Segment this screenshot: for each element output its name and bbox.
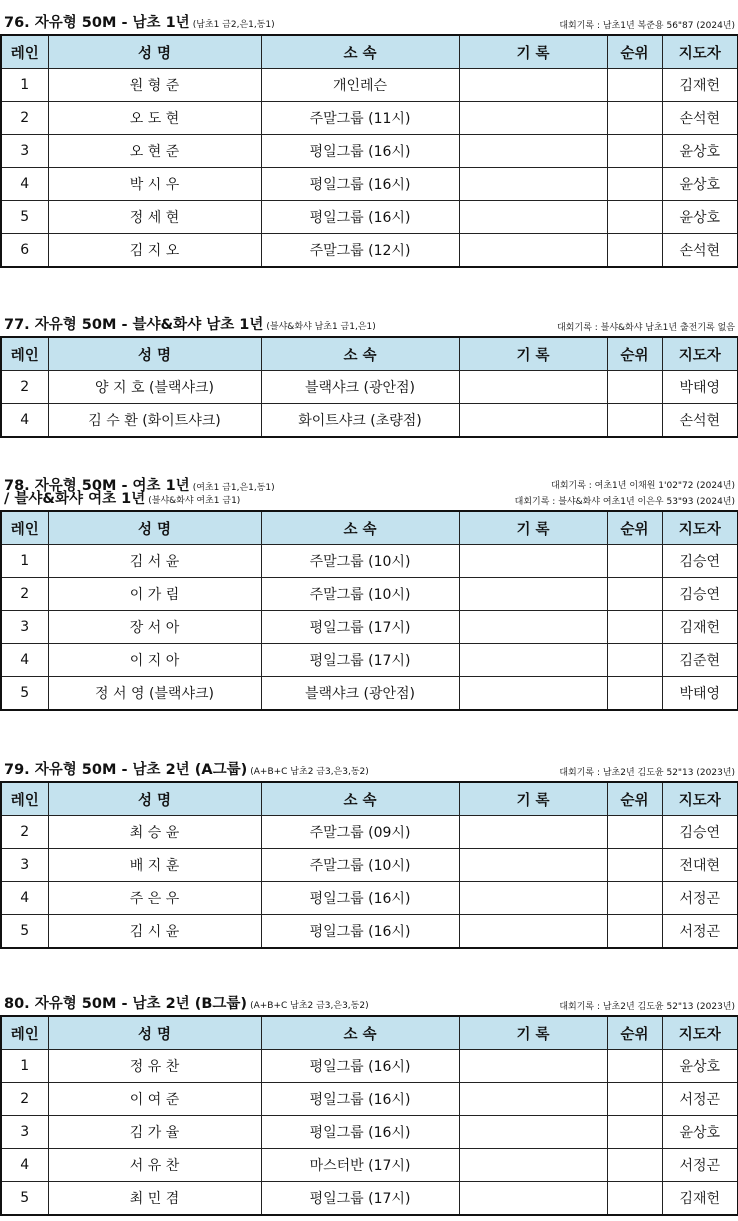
lane-cell: 4 xyxy=(1,882,48,915)
col-lane: 레인 xyxy=(1,511,48,545)
team-cell: 평일그룹 (17시) xyxy=(261,1182,459,1216)
header-row xyxy=(1,782,738,816)
name-cell: 김 서 윤 xyxy=(48,545,261,578)
col-record: 기 록 xyxy=(459,35,607,69)
lane-cell: 2 xyxy=(1,102,48,135)
results-table xyxy=(0,336,738,438)
name-cell: 배 지 훈 xyxy=(48,849,261,882)
record-cell xyxy=(459,371,607,404)
event-subtitle: (A+B+C 남초2 금3,은3,동2) xyxy=(250,1001,369,1011)
lane-cell: 5 xyxy=(1,201,48,234)
rank-cell xyxy=(607,371,662,404)
col-name: 성 명 xyxy=(48,1016,261,1050)
rank-cell xyxy=(607,915,662,949)
record-cell xyxy=(459,1149,607,1182)
team-cell: 평일그룹 (16시) xyxy=(261,882,459,915)
rank-cell xyxy=(607,1182,662,1216)
team-cell: 평일그룹 (16시) xyxy=(261,1050,459,1083)
table-row xyxy=(1,849,738,882)
coach-cell: 윤상호 xyxy=(662,201,738,234)
event-title: 80. 자유형 50M - 남초 2년 (B그룹) (A+B+C 남초2 금3,은3,동2) xyxy=(4,996,369,1012)
col-name: 성 명 xyxy=(48,35,261,69)
lane-cell: 5 xyxy=(1,677,48,711)
table-row xyxy=(1,69,738,102)
coach-cell: 서정곤 xyxy=(662,882,738,915)
col-record: 기 록 xyxy=(459,511,607,545)
rank-cell xyxy=(607,1116,662,1149)
record-cell xyxy=(459,849,607,882)
lane-cell: 4 xyxy=(1,168,48,201)
record-cell xyxy=(459,404,607,438)
lane-cell: 3 xyxy=(1,1116,48,1149)
record-cell xyxy=(459,1116,607,1149)
lane-cell: 2 xyxy=(1,816,48,849)
col-team: 소 속 xyxy=(261,35,459,69)
coach-cell: 서정곤 xyxy=(662,915,738,949)
results-table xyxy=(0,510,738,711)
event-header xyxy=(0,14,738,34)
meet-record: 대회기록 : 남초2년 김도윤 52"13 (2023년) xyxy=(559,768,735,778)
coach-cell: 김승연 xyxy=(662,545,738,578)
event-subtitle: (블샤&화샤 남초1 금1,은1) xyxy=(266,322,376,332)
rank-cell xyxy=(607,168,662,201)
team-cell: 평일그룹 (16시) xyxy=(261,135,459,168)
event-title: 79. 자유형 50M - 남초 2년 (A그룹) (A+B+C 남초2 금3,은3,동2) xyxy=(4,762,369,778)
col-rank: 순위 xyxy=(607,511,662,545)
rank-cell xyxy=(607,135,662,168)
results-table xyxy=(0,781,738,949)
event-header xyxy=(0,316,738,336)
event-title: 76. 자유형 50M - 남초 1년 (남초1 금2,은1,동1) xyxy=(4,15,275,31)
rank-cell xyxy=(607,404,662,438)
col-rank: 순위 xyxy=(607,35,662,69)
table-row xyxy=(1,915,738,949)
team-cell: 평일그룹 (17시) xyxy=(261,644,459,677)
col-rank: 순위 xyxy=(607,782,662,816)
results-table xyxy=(0,1015,738,1216)
coach-cell: 김승연 xyxy=(662,816,738,849)
team-cell: 평일그룹 (17시) xyxy=(261,611,459,644)
name-cell: 장 서 아 xyxy=(48,611,261,644)
team-cell: 평일그룹 (16시) xyxy=(261,1083,459,1116)
name-cell: 주 은 우 xyxy=(48,882,261,915)
table-row xyxy=(1,1182,738,1216)
team-cell: 블랙샤크 (광안점) xyxy=(261,677,459,711)
col-coach: 지도자 xyxy=(662,511,738,545)
name-cell: 박 시 우 xyxy=(48,168,261,201)
name-cell: 서 유 찬 xyxy=(48,1149,261,1182)
col-team: 소 속 xyxy=(261,511,459,545)
team-cell: 주말그룹 (10시) xyxy=(261,849,459,882)
rank-cell xyxy=(607,1083,662,1116)
event-77 xyxy=(0,316,738,438)
rank-cell xyxy=(607,1149,662,1182)
lane-cell: 4 xyxy=(1,404,48,438)
col-name: 성 명 xyxy=(48,511,261,545)
name-cell: 이 지 아 xyxy=(48,644,261,677)
coach-cell: 전대현 xyxy=(662,849,738,882)
coach-cell: 서정곤 xyxy=(662,1083,738,1116)
rank-cell xyxy=(607,102,662,135)
team-cell: 평일그룹 (16시) xyxy=(261,201,459,234)
name-cell: 이 여 준 xyxy=(48,1083,261,1116)
coach-cell: 김재헌 xyxy=(662,69,738,102)
table-row xyxy=(1,611,738,644)
rank-cell xyxy=(607,644,662,677)
coach-cell: 윤상호 xyxy=(662,168,738,201)
record-cell xyxy=(459,545,607,578)
rank-cell xyxy=(607,578,662,611)
col-team: 소 속 xyxy=(261,782,459,816)
meet-record: 대회기록 : 남초1년 복준용 56"87 (2024년) xyxy=(559,21,735,31)
rank-cell xyxy=(607,234,662,268)
coach-cell: 윤상호 xyxy=(662,1050,738,1083)
lane-cell: 5 xyxy=(1,915,48,949)
event-79 xyxy=(0,761,738,949)
record-cell xyxy=(459,234,607,268)
lane-cell: 1 xyxy=(1,545,48,578)
rank-cell xyxy=(607,1050,662,1083)
col-team: 소 속 xyxy=(261,1016,459,1050)
col-lane: 레인 xyxy=(1,337,48,371)
event-title: 77. 자유형 50M - 블샤&화샤 남초 1년 (블샤&화샤 남초1 금1,은1) xyxy=(4,317,376,333)
col-coach: 지도자 xyxy=(662,1016,738,1050)
table-row xyxy=(1,1083,738,1116)
team-cell: 블랙샤크 (광안점) xyxy=(261,371,459,404)
meet-record-secondary: 대회기록 : 블샤&화샤 여초1년 이은우 53"93 (2024년) xyxy=(514,497,735,507)
coach-cell: 윤상호 xyxy=(662,135,738,168)
table-row xyxy=(1,882,738,915)
header-row xyxy=(1,1016,738,1050)
record-cell xyxy=(459,1182,607,1216)
name-cell: 이 가 림 xyxy=(48,578,261,611)
col-name: 성 명 xyxy=(48,337,261,371)
col-team: 소 속 xyxy=(261,337,459,371)
coach-cell: 서정곤 xyxy=(662,1149,738,1182)
team-cell: 평일그룹 (16시) xyxy=(261,1116,459,1149)
col-record: 기 록 xyxy=(459,782,607,816)
event-header xyxy=(0,995,738,1015)
rank-cell xyxy=(607,816,662,849)
col-lane: 레인 xyxy=(1,1016,48,1050)
table-row xyxy=(1,677,738,711)
name-cell: 정 서 영 (블랙샤크) xyxy=(48,677,261,711)
table-row xyxy=(1,404,738,438)
name-cell: 최 민 겸 xyxy=(48,1182,261,1216)
lane-cell: 3 xyxy=(1,135,48,168)
record-cell xyxy=(459,816,607,849)
coach-cell: 손석현 xyxy=(662,234,738,268)
record-cell xyxy=(459,677,607,711)
lane-cell: 4 xyxy=(1,1149,48,1182)
event-subtitle-secondary: (블샤&화샤 여초1 금1) xyxy=(148,496,241,506)
coach-cell: 김재헌 xyxy=(662,1182,738,1216)
record-cell xyxy=(459,135,607,168)
coach-cell: 손석현 xyxy=(662,404,738,438)
event-subtitle: (A+B+C 남초2 금3,은3,동2) xyxy=(250,767,369,777)
col-coach: 지도자 xyxy=(662,337,738,371)
lane-cell: 2 xyxy=(1,1083,48,1116)
col-name: 성 명 xyxy=(48,782,261,816)
record-cell xyxy=(459,611,607,644)
table-row xyxy=(1,234,738,268)
col-lane: 레인 xyxy=(1,782,48,816)
team-cell: 주말그룹 (10시) xyxy=(261,578,459,611)
lane-cell: 3 xyxy=(1,611,48,644)
lane-cell: 2 xyxy=(1,578,48,611)
record-cell xyxy=(459,1083,607,1116)
coach-cell: 김준현 xyxy=(662,644,738,677)
team-cell: 평일그룹 (16시) xyxy=(261,915,459,949)
record-cell xyxy=(459,168,607,201)
record-cell xyxy=(459,882,607,915)
col-lane: 레인 xyxy=(1,35,48,69)
results-table xyxy=(0,34,738,268)
event-header xyxy=(0,761,738,781)
rank-cell xyxy=(607,882,662,915)
name-cell: 양 지 호 (블랙샤크) xyxy=(48,371,261,404)
name-cell: 오 도 현 xyxy=(48,102,261,135)
record-cell xyxy=(459,915,607,949)
record-cell xyxy=(459,69,607,102)
col-record: 기 록 xyxy=(459,337,607,371)
name-cell: 오 현 준 xyxy=(48,135,261,168)
team-cell: 주말그룹 (09시) xyxy=(261,816,459,849)
name-cell: 김 수 환 (화이트샤크) xyxy=(48,404,261,438)
col-rank: 순위 xyxy=(607,1016,662,1050)
record-cell xyxy=(459,102,607,135)
table-row xyxy=(1,135,738,168)
table-row xyxy=(1,1116,738,1149)
table-row xyxy=(1,644,738,677)
team-cell: 화이트샤크 (초량점) xyxy=(261,404,459,438)
col-rank: 순위 xyxy=(607,337,662,371)
rank-cell xyxy=(607,201,662,234)
name-cell: 원 형 준 xyxy=(48,69,261,102)
meet-record: 대회기록 : 블샤&화샤 남초1년 출전기록 없음 xyxy=(557,323,735,333)
team-cell: 평일그룹 (16시) xyxy=(261,168,459,201)
event-title: 78. 자유형 50M - 여초 1년 (여초1 금1,은1,동1) xyxy=(4,478,275,494)
team-cell: 주말그룹 (11시) xyxy=(261,102,459,135)
name-cell: 김 시 윤 xyxy=(48,915,261,949)
meet-record: 대회기록 : 남초2년 김도윤 52"13 (2023년) xyxy=(559,1002,735,1012)
event-subtitle: (여초1 금1,은1,동1) xyxy=(192,483,275,493)
team-cell: 개인레슨 xyxy=(261,69,459,102)
header-row xyxy=(1,337,738,371)
coach-cell: 김승연 xyxy=(662,578,738,611)
rank-cell xyxy=(607,545,662,578)
team-cell: 마스터반 (17시) xyxy=(261,1149,459,1182)
record-cell xyxy=(459,644,607,677)
lane-cell: 6 xyxy=(1,234,48,268)
table-row xyxy=(1,578,738,611)
table-row xyxy=(1,1149,738,1182)
event-78 xyxy=(0,474,738,711)
rank-cell xyxy=(607,611,662,644)
name-cell: 김 가 율 xyxy=(48,1116,261,1149)
rank-cell xyxy=(607,677,662,711)
record-cell xyxy=(459,201,607,234)
table-row xyxy=(1,545,738,578)
record-cell xyxy=(459,1050,607,1083)
col-record: 기 록 xyxy=(459,1016,607,1050)
header-row xyxy=(1,35,738,69)
table-row xyxy=(1,102,738,135)
table-row xyxy=(1,371,738,404)
table-row xyxy=(1,201,738,234)
coach-cell: 윤상호 xyxy=(662,1116,738,1149)
lane-cell: 4 xyxy=(1,644,48,677)
table-row xyxy=(1,1050,738,1083)
event-80 xyxy=(0,995,738,1216)
rank-cell xyxy=(607,849,662,882)
coach-cell: 손석현 xyxy=(662,102,738,135)
team-cell: 주말그룹 (12시) xyxy=(261,234,459,268)
name-cell: 정 세 현 xyxy=(48,201,261,234)
event-subtitle: (남초1 금2,은1,동1) xyxy=(192,20,275,30)
meet-record: 대회기록 : 여초1년 이채원 1'02"72 (2024년) xyxy=(551,481,735,491)
lane-cell: 2 xyxy=(1,371,48,404)
rank-cell xyxy=(607,69,662,102)
name-cell: 정 유 찬 xyxy=(48,1050,261,1083)
event-header xyxy=(0,474,738,510)
name-cell: 최 승 윤 xyxy=(48,816,261,849)
coach-cell: 김재헌 xyxy=(662,611,738,644)
coach-cell: 박태영 xyxy=(662,371,738,404)
event-title-secondary: / 블샤&화샤 여초 1년 (블샤&화샤 여초1 금1) xyxy=(4,491,241,507)
col-coach: 지도자 xyxy=(662,782,738,816)
record-cell xyxy=(459,578,607,611)
table-row xyxy=(1,168,738,201)
lane-cell: 1 xyxy=(1,69,48,102)
header-row xyxy=(1,511,738,545)
event-76 xyxy=(0,14,738,268)
name-cell: 김 지 오 xyxy=(48,234,261,268)
lane-cell: 5 xyxy=(1,1182,48,1216)
coach-cell: 박태영 xyxy=(662,677,738,711)
col-coach: 지도자 xyxy=(662,35,738,69)
team-cell: 주말그룹 (10시) xyxy=(261,545,459,578)
table-row xyxy=(1,816,738,849)
lane-cell: 1 xyxy=(1,1050,48,1083)
lane-cell: 3 xyxy=(1,849,48,882)
